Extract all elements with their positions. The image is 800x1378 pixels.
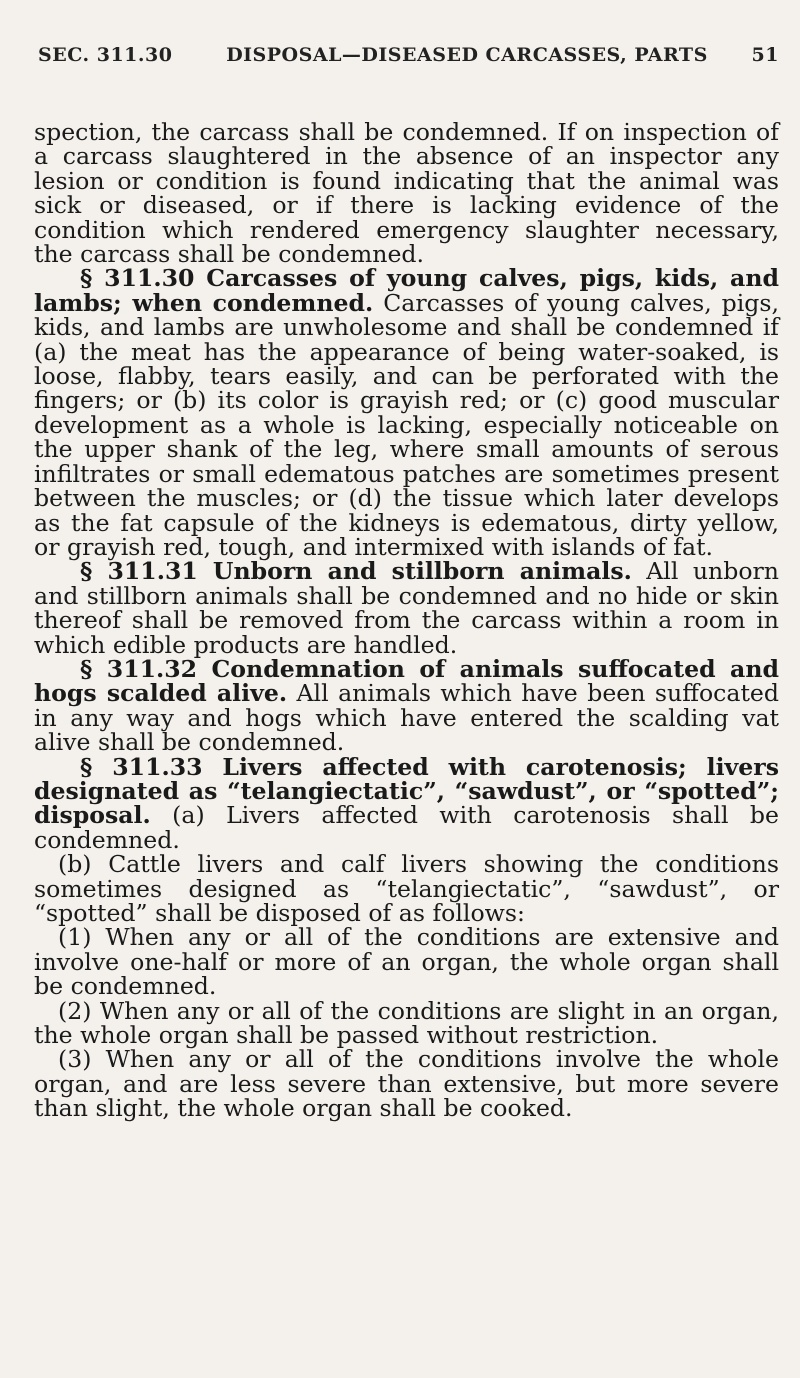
- paragraph-text: spection, the carcass shall be condemned. If on inspection of a carcass slaughtered in the absence of an inspector any lesion or condition is found indicating that the animal was sick or diseased, or if there is lacking evidence of the condition which rendered emergency slaughter necessary, the carcass shall be condemned.: [34, 118, 779, 269]
- section-heading: § 311.31 Unborn and stillborn animals.: [80, 557, 632, 586]
- section-311-30: [34, 266, 779, 559]
- paragraph-continuation: [34, 118, 779, 269]
- page-number: 51: [751, 44, 779, 66]
- section-311-32: [34, 654, 779, 757]
- section-311-31: [34, 559, 779, 657]
- paragraph-text: All unborn and stillborn animals shall be condemned and no hide or skin thereof shall be removed from the carcass within a room in which edible products are handled.: [34, 557, 779, 659]
- section-number: SEC. 311.30: [38, 44, 173, 66]
- paragraph-text: (3) When any or all of the conditions involve the whole organ, and are less severe than extensive, but more severe than slight, the whole organ shall be cooked.: [34, 1045, 779, 1123]
- running-title: DISPOSAL—DISEASED CARCASSES, PARTS: [226, 44, 708, 66]
- paragraph-text: (1) When any or all of the conditions are extensive and involve one-half or more of an organ, the whole organ shall be condemned.: [34, 923, 779, 1001]
- section-heading: § 311.33 Livers affected with carotenosis; livers designated as “telangiectatic”, “sawdust”, or “spotted”; disposal.: [34, 752, 779, 830]
- paragraph-text: Carcasses of young calves, pigs, kids, and lambs are unwholesome and shall be condemned if (a) the meat has the appearance of being water-soaked, is loose, flabby, tears easily, and can be perforated with the fingers; or (b) its color is grayish red; or (c) good muscular development as a whole is lacking, especially noticeable on the upper shank of the leg, where small amounts of serous infiltrates or small edematous patches are sometimes present between the muscles; or (d) the tissue which later develops as the fat capsule of the kidneys is edematous, dirty yellow, or grayish red, tough, and intermixed with islands of fat.: [34, 288, 780, 561]
- section-311-33: [34, 752, 780, 854]
- paragraph-text: All animals which have been suffocated in any way and hogs which have entered the scalding vat alive shall be condemned.: [34, 679, 779, 757]
- section-heading: § 311.30 Carcasses of young calves, pigs, kids, and lambs; when condemned.: [34, 264, 779, 317]
- paragraph-text: (2) When any or all of the conditions are slight in an organ, the whole organ shall be passed without restriction.: [34, 996, 779, 1050]
- paragraph-b-3: [34, 1045, 779, 1123]
- paragraph-text: (b) Cattle livers and calf livers showing the conditions sometimes designed as “telangiectatic”, “sawdust”, or “spotted” shall be disposed of as follows:: [34, 850, 779, 927]
- paragraph-b-1: [34, 923, 779, 1001]
- running-header: [34, 44, 779, 80]
- paragraph-text: (a) Livers affected with carotenosis shall be condemned.: [34, 801, 780, 854]
- document-page: [34, 44, 779, 1121]
- paragraph-b-2: [34, 996, 779, 1050]
- paragraph-b: [34, 852, 779, 925]
- body-text: [34, 120, 779, 1121]
- section-heading: § 311.32 Condemnation of animals suffocated and hogs scalded alive.: [34, 654, 779, 708]
